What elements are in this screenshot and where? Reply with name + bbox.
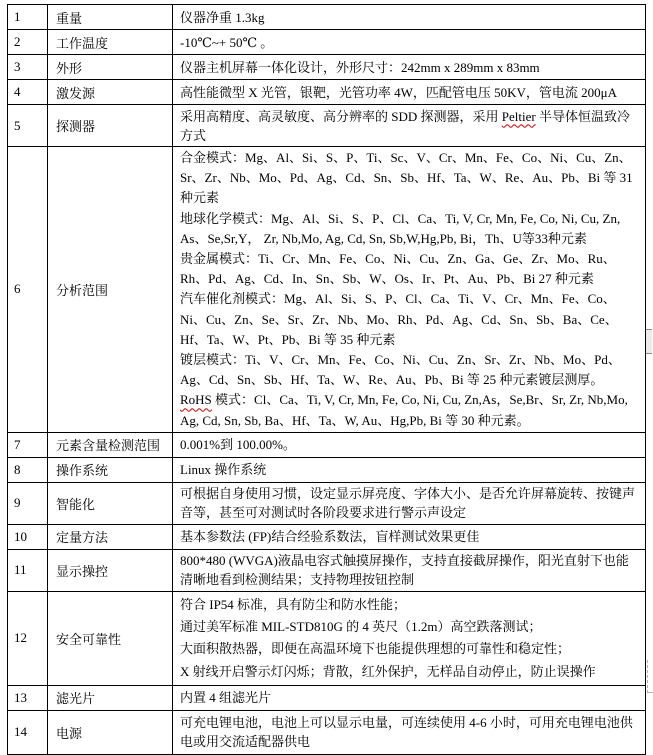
text-segment: 半导体恒温致冷方式 <box>180 108 630 143</box>
table-row <box>8 482 646 524</box>
safety-feature-line: 通过美军标准 MIL-STD810G 的 4 英尺（1.2m）高空跌落测试； <box>180 618 542 634</box>
table-row <box>8 710 646 754</box>
misspelled-word: Peltier <box>501 108 536 124</box>
table-row <box>8 685 646 710</box>
table-row <box>8 5 646 30</box>
spec-value-cell: 基本参数法 (FP)结合经验系数法，盲样测试效果更佳 <box>173 524 646 549</box>
misspelled-word: RoHS <box>180 392 212 408</box>
row-number-cell: 14 <box>8 710 48 754</box>
table-row <box>8 147 646 433</box>
spec-value-cell: 可充电锂电池，电池上可以显示电量，可连续使用 4-6 小时，可用充电锂电池供电或用交流适配器供电 <box>173 710 646 754</box>
table-row <box>8 457 646 482</box>
row-number-cell: 13 <box>8 685 48 710</box>
row-number-cell: 11 <box>8 549 48 591</box>
spec-name-cell: 外形 <box>48 55 173 80</box>
spec-name-cell: 滤光片 <box>48 685 173 710</box>
table-row <box>8 524 646 549</box>
analysis-mode-paragraph <box>180 390 639 430</box>
spec-name-cell: 重量 <box>48 5 173 30</box>
spec-value-cell: 高性能微型 X 光管，银靶，光管功率 4W，匹配管电压 50KV，管电流 200μA <box>173 80 646 105</box>
scrollbar-thumb-fragment[interactable] <box>646 329 652 354</box>
analysis-mode-paragraph: 地球化学模式：Mg、Al、Si、S、P、Cl、Ca、Ti, V, Cr, Mn, Fe, Co, Ni, Cu, Zn, As、Se,Sr,Y， Zr, Nb,Mo, Ag, Cd, Sn, Sb,W,Hg,Pb, Bi，Th、U等33种元素 <box>180 210 621 246</box>
analysis-mode-paragraph: 汽车催化剂模式：Mg、Al、Si、S、P、Cl、Ca、Ti、V、Cr、Mn、Fe、Co、Ni、Cu、Zn、Se、Sr、Zr、Nb、Mo、Rh、Pd、Ag、Cd、Sn、Sb、Ba、Ce、Hf、Ta、W、Pt、Pb、Bi 等 35 种元素 <box>180 291 618 347</box>
spec-name-cell: 探测器 <box>48 105 173 147</box>
table-row <box>8 80 646 105</box>
spec-name-cell: 元素含量检测范围 <box>48 432 173 457</box>
table-row <box>8 432 646 457</box>
table-handle-fragment <box>647 660 653 693</box>
analysis-mode-paragraph: 贵金属模式：Ti、Cr、Mn、Fe、Co、Ni、Cu、Zn、Ga、Ge、Zr、Mo、Ru、Rh、Pd、Ag、Cd、In、Sn、Sb、W、Os、Ir、Pt、Au、Pb、Bi 27 种元素 <box>180 251 616 287</box>
spec-value-cell <box>173 105 646 147</box>
row-number-cell: 3 <box>8 55 48 80</box>
spec-value-cell: 800*480 (WVGA)液晶电容式触摸屏操作，支持直接截屏操作，阳光直射下也能清晰地看到检测结果；支持物理按钮控制 <box>173 549 646 591</box>
spec-value-cell: 0.001%到 100.00%。 <box>173 432 646 457</box>
table-row <box>8 591 646 685</box>
spec-name-cell: 安全可靠性 <box>48 591 173 685</box>
row-number-cell: 12 <box>8 591 48 685</box>
row-number-cell: 5 <box>8 105 48 147</box>
analysis-mode-paragraph: 合金模式：Mg、Al、Si、S、P、Ti、Sc、V、Cr、Mn、Fe、Co、Ni、Cu、Zn、Sr、Zr、Nb、Mo、Pd、Ag、Cd、Sn、Sb、Hf、Ta、W、Re、Au、Pb、Bi 等 31 种元素 <box>180 150 633 206</box>
spec-value-cell: 仪器净重 1.3kg <box>173 5 646 30</box>
spec-name-cell: 智能化 <box>48 482 173 524</box>
text-segment: 模式：Cl、Ca、Ti, V, Cr, Mn, Fe, Co, Ni, Cu, Zn,As，Se,Br、Sr, Zr, Nb,Mo, Ag, Cd, Sn, Sb, Ba、Hf、Ta、W, Au、Hg,Pb, Bi 等 30 种元素。 <box>180 392 628 428</box>
table-row <box>8 549 646 591</box>
spec-name-cell: 显示操控 <box>48 549 173 591</box>
spec-value-cell: 内置 4 组滤光片 <box>173 685 646 710</box>
analysis-mode-paragraph: 镀层模式：Ti、V、Cr、Mn、Fe、Co、Ni、Cu、Zn、Sr、Zr、Nb、Mo、Pd、Ag、Cd、Sn、Sb、Hf、Ta、W、Re、Au、Pb、Bi 等 25 种元素镀层测厚。 <box>180 352 621 388</box>
spec-name-cell: 工作温度 <box>48 30 173 55</box>
row-number-cell: 2 <box>8 30 48 55</box>
spec-value-cell: -10℃~+ 50℃ 。 <box>173 30 646 55</box>
spec-value-cell: 仪器主机屏幕一体化设计，外形尺寸：242mm x 289mm x 83mm <box>173 55 646 80</box>
spec-value-cell <box>173 147 646 433</box>
table-row <box>8 30 646 55</box>
row-number-cell: 9 <box>8 482 48 524</box>
row-number-cell: 4 <box>8 80 48 105</box>
spec-name-cell: 电源 <box>48 710 173 754</box>
spec-value-cell <box>173 591 646 685</box>
row-number-cell: 8 <box>8 457 48 482</box>
row-number-cell: 10 <box>8 524 48 549</box>
safety-feature-line: 大面积散热器，即便在高温环境下也能提供理想的可靠性和稳定性； <box>180 641 571 657</box>
safety-feature-line: 符合 IP54 标准，具有防尘和防水性能； <box>180 596 407 612</box>
spec-value-cell: 可根据自身使用习惯，设定显示屏亮度、字体大小、是否允许屏幕旋转、按键声音等，甚至可对测试时各阶段要求进行警示声设定 <box>173 482 646 524</box>
row-number-cell: 7 <box>8 432 48 457</box>
table-row <box>8 55 646 80</box>
row-number-cell: 1 <box>8 5 48 30</box>
spec-name-cell: 操作系统 <box>48 457 173 482</box>
spec-value-cell: Linux 操作系统 <box>173 457 646 482</box>
safety-feature-line: X 射线开启警示灯闪烁；背散，红外保护，无样品自动停止，防止误操作 <box>180 663 596 679</box>
spec-name-cell: 激发源 <box>48 80 173 105</box>
spec-name-cell: 分析范围 <box>48 147 173 433</box>
row-number-cell: 6 <box>8 147 48 433</box>
spec-table <box>7 4 646 755</box>
table-row <box>8 105 646 147</box>
text-segment: 采用高精度、高灵敏度、高分辨率的 SDD 探测器，采用 <box>180 108 502 124</box>
spec-name-cell: 定量方法 <box>48 524 173 549</box>
